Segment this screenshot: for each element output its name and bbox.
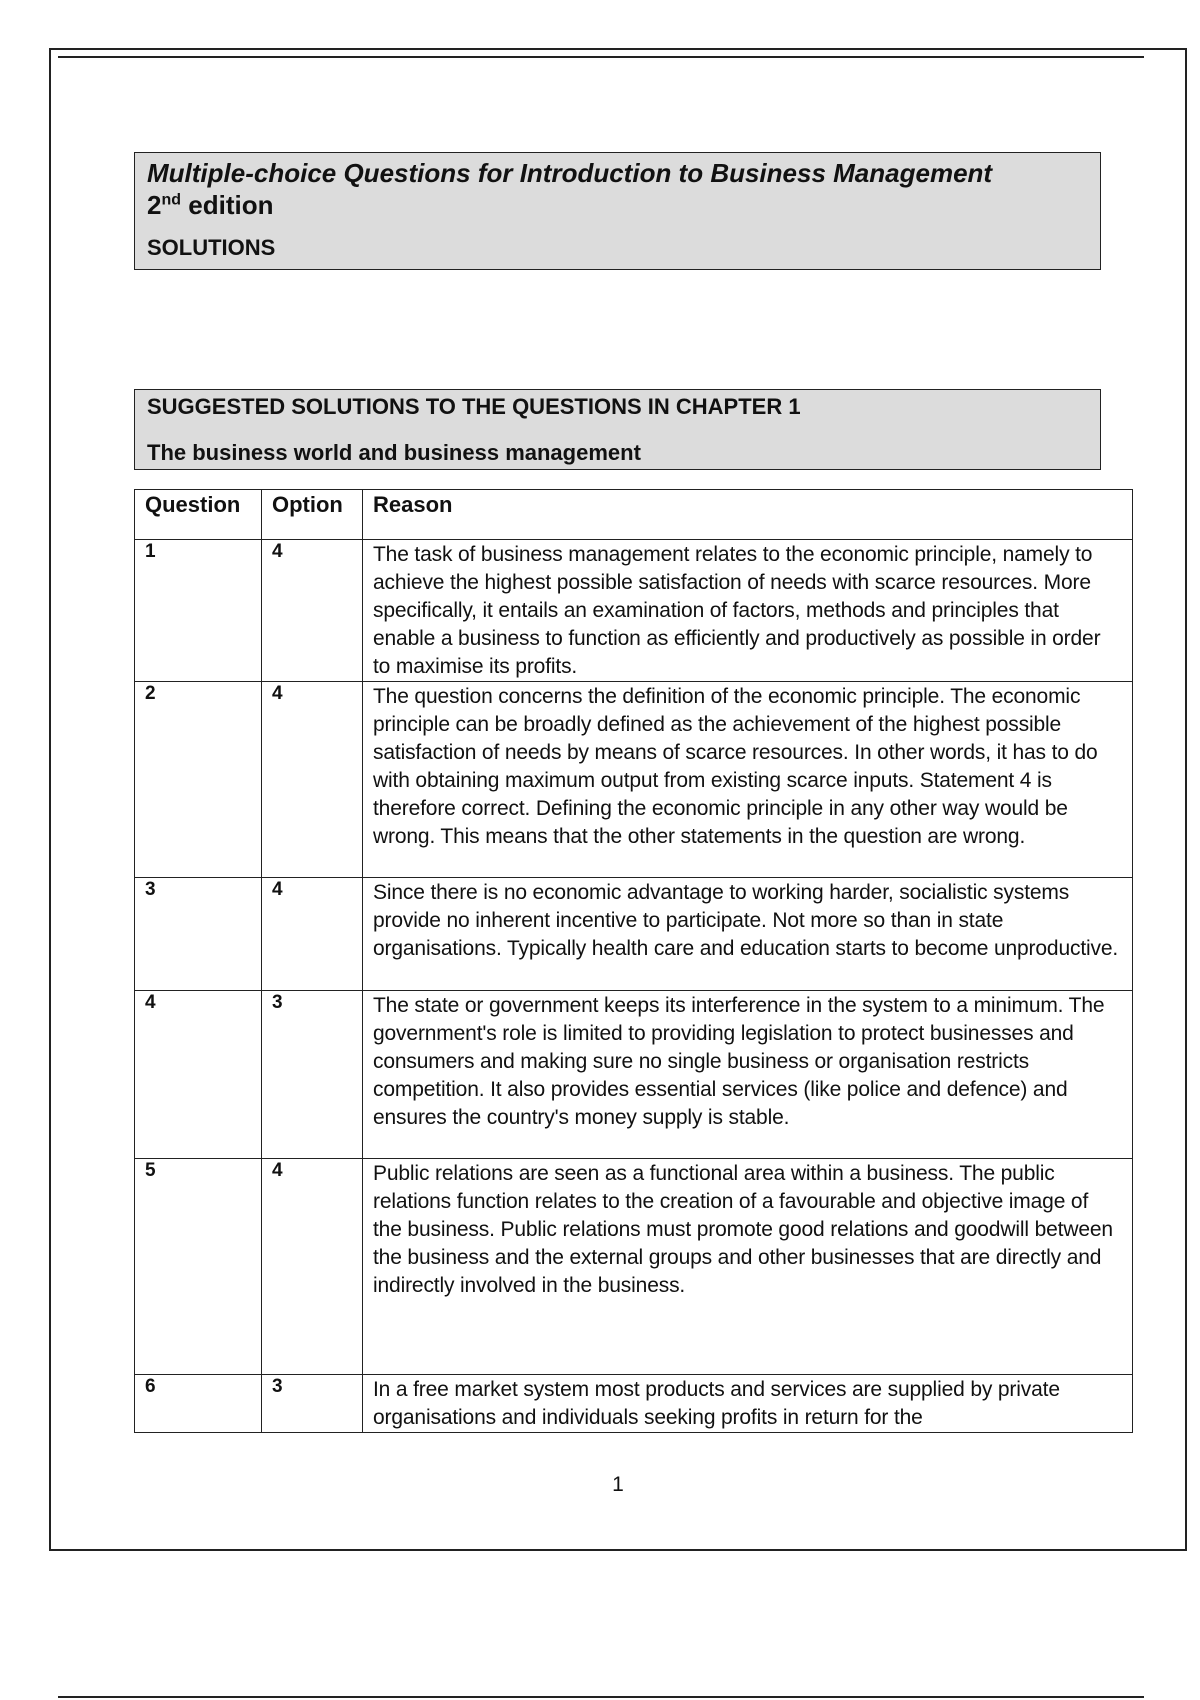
header-option: Option — [262, 490, 363, 540]
page-number: 1 — [612, 1473, 624, 1496]
option-number: 3 — [262, 991, 363, 1159]
option-number: 4 — [262, 540, 363, 682]
header-question: Question — [135, 490, 262, 540]
table-header-row — [135, 490, 1133, 540]
chapter-heading: SUGGESTED SOLUTIONS TO THE QUESTIONS IN CHAPTER 1 — [147, 394, 801, 419]
option-number: 4 — [262, 878, 363, 991]
question-number: 3 — [135, 878, 262, 991]
question-number: 2 — [135, 682, 262, 878]
reason-text: The state or government keeps its interference in the system to a minimum. The government's role is limited to providing legislation to protect businesses and consumers and making sure no single business or organisation restricts competition. It also provides essential services (like police and defence) and ensures the country's money supply is stable. — [363, 991, 1133, 1159]
table-row — [135, 540, 1133, 682]
reason-text: Since there is no economic advantage to working harder, socialistic systems provide no inherent incentive to participate. Not more so than in state organisations. Typically health care and education starts to become unproductive. — [363, 878, 1133, 991]
reason-text: In a free market system most products and services are supplied by private organisations and individuals seeking profits in return for the — [363, 1375, 1133, 1433]
option-number: 4 — [262, 682, 363, 878]
bottom-rule — [58, 1696, 1144, 1698]
edition-line — [147, 189, 1088, 221]
reason-text: The task of business management relates to the economic principle, namely to achieve the highest possible satisfaction of needs with scarce resources. More specifically, it entails an examination of factors, methods and principles that enable a business to function as efficiently and productively as possible in order to maximise its profits. — [363, 540, 1133, 682]
edition-number: 2 — [147, 190, 162, 220]
table-row — [135, 1159, 1133, 1375]
solutions-table — [134, 489, 1133, 1433]
question-number: 5 — [135, 1159, 262, 1375]
question-number: 6 — [135, 1375, 262, 1433]
chapter-subtitle: The business world and business management — [147, 440, 641, 465]
edition-word: edition — [188, 190, 274, 220]
table-row — [135, 991, 1133, 1159]
edition-suffix: nd — [161, 191, 182, 209]
header-reason: Reason — [363, 490, 1133, 540]
document-title: Multiple-choice Questions for Introduction to Business Management — [147, 158, 993, 188]
question-number: 4 — [135, 991, 262, 1159]
option-number: 4 — [262, 1159, 363, 1375]
reason-text: Public relations are seen as a functional area within a business. The public relations function relates to the creation of a favourable and objective image of the business. Public relations must promote good relations and goodwill between the business and the external groups and other businesses that are directly and indirectly involved in the business. — [363, 1159, 1133, 1375]
table-row — [135, 878, 1133, 991]
table-row — [135, 682, 1133, 878]
chapter-box — [134, 389, 1101, 470]
solutions-label: SOLUTIONS — [147, 235, 276, 260]
title-box — [134, 152, 1101, 270]
option-number: 3 — [262, 1375, 363, 1433]
top-rule — [58, 56, 1144, 58]
question-number: 1 — [135, 540, 262, 682]
table-row — [135, 1375, 1133, 1433]
reason-text: The question concerns the definition of the economic principle. The economic principle can be broadly defined as the achievement of the highest possible satisfaction of needs by means of scarce resources. In other words, it has to do with obtaining maximum output from existing scarce inputs. Statement 4 is therefore correct. Defining the economic principle in any other way would be wrong. This means that the other statements in the question are wrong. — [363, 682, 1133, 878]
